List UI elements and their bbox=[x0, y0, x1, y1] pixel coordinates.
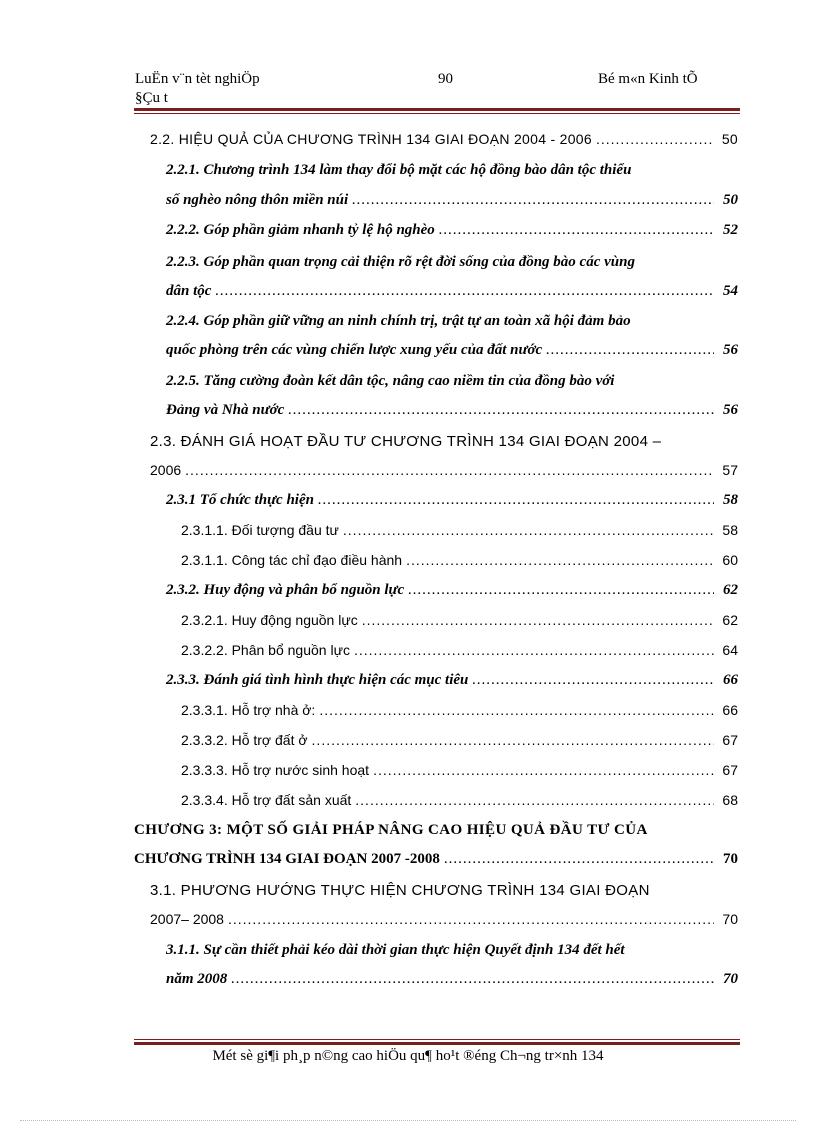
toc-entry-2-3-2-2[interactable]: 2.3.2.2. Phân bổ nguồn lực ..... 64 bbox=[181, 642, 738, 670]
toc-entry-3-1-cont[interactable]: 2007– 2008 ..... 70 bbox=[150, 911, 738, 939]
toc-entry-3-1-1-cont[interactable]: năm 2008 ..... 70 bbox=[166, 971, 738, 999]
toc-entry-3-1[interactable]: 3.1. PHƯƠNG HƯỚNG THỰC HIỆN CHƯƠNG TRÌNH 134 GIAI ĐOẠN bbox=[150, 882, 650, 899]
toc-entry-2-3[interactable]: 2.3. ĐÁNH GIÁ HOẠT ĐẦU TƯ CHƯƠNG TRÌNH 134 GIAI ĐOẠN 2004 – bbox=[150, 433, 662, 450]
toc-entry-2-2-1-cont[interactable]: số nghèo nông thôn miền núi ..... 50 bbox=[166, 192, 738, 220]
toc-entry-2-3-3-1[interactable]: 2.3.3.1. Hỗ trợ nhà ở: ..... 66 bbox=[181, 702, 738, 730]
toc-entry-chapter-3[interactable]: CHƯƠNG 3: MỘT SỐ GIẢI PHÁP NÂNG CAO HIỆU QUẢ ĐẦU TƯ CỦA bbox=[134, 822, 648, 838]
toc-entry-2-3-1-1a[interactable]: 2.3.1.1. Đối tượng đầu tư ..... 58 bbox=[181, 522, 738, 550]
footer-rule-thin bbox=[134, 1039, 740, 1040]
footer-rule bbox=[134, 1042, 740, 1045]
header-right: Bé m«n Kinh tÕ bbox=[598, 71, 698, 87]
toc-entry-2-2-4[interactable]: 2.2.4. Góp phần giữ vững an ninh chính trị, trật tự an toàn xã hội đảm bảo bbox=[166, 313, 631, 329]
toc-entry-2-2-3[interactable]: 2.2.3. Góp phần quan trọng cải thiện rõ rệt đời sống của đồng bào các vùng bbox=[166, 254, 635, 270]
toc-entry-3-1-1[interactable]: 3.1.1. Sự cần thiết phải kéo dài thời gian thực hiện Quyết định 134 đết hết bbox=[166, 942, 625, 958]
header-page-number: 90 bbox=[438, 71, 453, 87]
toc-entry-2-3-2[interactable]: 2.3.2. Huy động và phân bổ nguồn lực ..... 62 bbox=[166, 582, 738, 610]
toc-entry-2-3-1[interactable]: 2.3.1 Tổ chức thực hiện ..... 58 bbox=[166, 492, 738, 520]
toc-entry-2-3-1-1b[interactable]: 2.3.1.1. Công tác chỉ đạo điều hành ..... 60 bbox=[181, 552, 738, 580]
toc-entry-2-3-3-2[interactable]: 2.3.3.2. Hỗ trợ đất ở ..... 67 bbox=[181, 732, 738, 760]
toc-entry-2-2-1[interactable]: 2.2.1. Chương trình 134 làm thay đổi bộ mặt các hộ đồng bào dân tộc thiểu bbox=[166, 162, 632, 178]
header-rule bbox=[134, 108, 740, 111]
toc-entry-2-3-3-4[interactable]: 2.3.3.4. Hỗ trợ đất sản xuất ..... 68 bbox=[181, 792, 738, 820]
toc-entry-2-3-3[interactable]: 2.3.3. Đánh giá tình hình thực hiện các mục tiêu ..... 66 bbox=[166, 672, 738, 700]
footer-text: Mét sè gi¶i ph¸p n©ng cao hiÖu qu¶ ho¹t ®éng Ch¬ng tr×nh 134 bbox=[212, 1048, 604, 1064]
toc-entry-2-2-3-cont[interactable]: dân tộc ..... 54 bbox=[166, 283, 738, 311]
toc-entry-2-3-2-1[interactable]: 2.3.2.1. Huy động nguồn lực ..... 62 bbox=[181, 612, 738, 640]
toc-entry-2-3-cont[interactable]: 2006 ..... 57 bbox=[150, 462, 738, 490]
header-rule-thin bbox=[134, 113, 740, 114]
toc-entry-2-2-4-cont[interactable]: quốc phòng trên các vùng chiến lược xung yếu của đất nước ..... 56 bbox=[166, 342, 738, 370]
toc-entry-2-2-5[interactable]: 2.2.5. Tăng cường đoàn kết dân tộc, nâng cao niềm tin của đồng bào với bbox=[166, 373, 615, 389]
page-edge-divider bbox=[20, 1120, 796, 1121]
header-left: LuËn v¨n tèt nghiÖp bbox=[135, 71, 260, 87]
header-left-line2: §Çu t bbox=[135, 90, 168, 106]
toc-entry-2-2-2[interactable]: 2.2.2. Góp phần giảm nhanh tỷ lệ hộ nghèo ..... 52 bbox=[166, 222, 738, 250]
toc-entry-2-2-5-cont[interactable]: Đảng và Nhà nước ..... 56 bbox=[166, 402, 738, 430]
toc-entry-chapter-3-cont[interactable]: CHƯƠNG TRÌNH 134 GIAI ĐOẠN 2007 -2008 ..... 70 bbox=[134, 851, 738, 879]
toc-entry-2-3-3-3[interactable]: 2.3.3.3. Hỗ trợ nước sinh hoạt ..... 67 bbox=[181, 762, 738, 790]
toc-entry-2-2[interactable]: 2.2. HIỆU QUẢ CỦA CHƯƠNG TRÌNH 134 GIAI ĐOẠN 2004 - 2006 ..... 50 bbox=[150, 131, 738, 159]
